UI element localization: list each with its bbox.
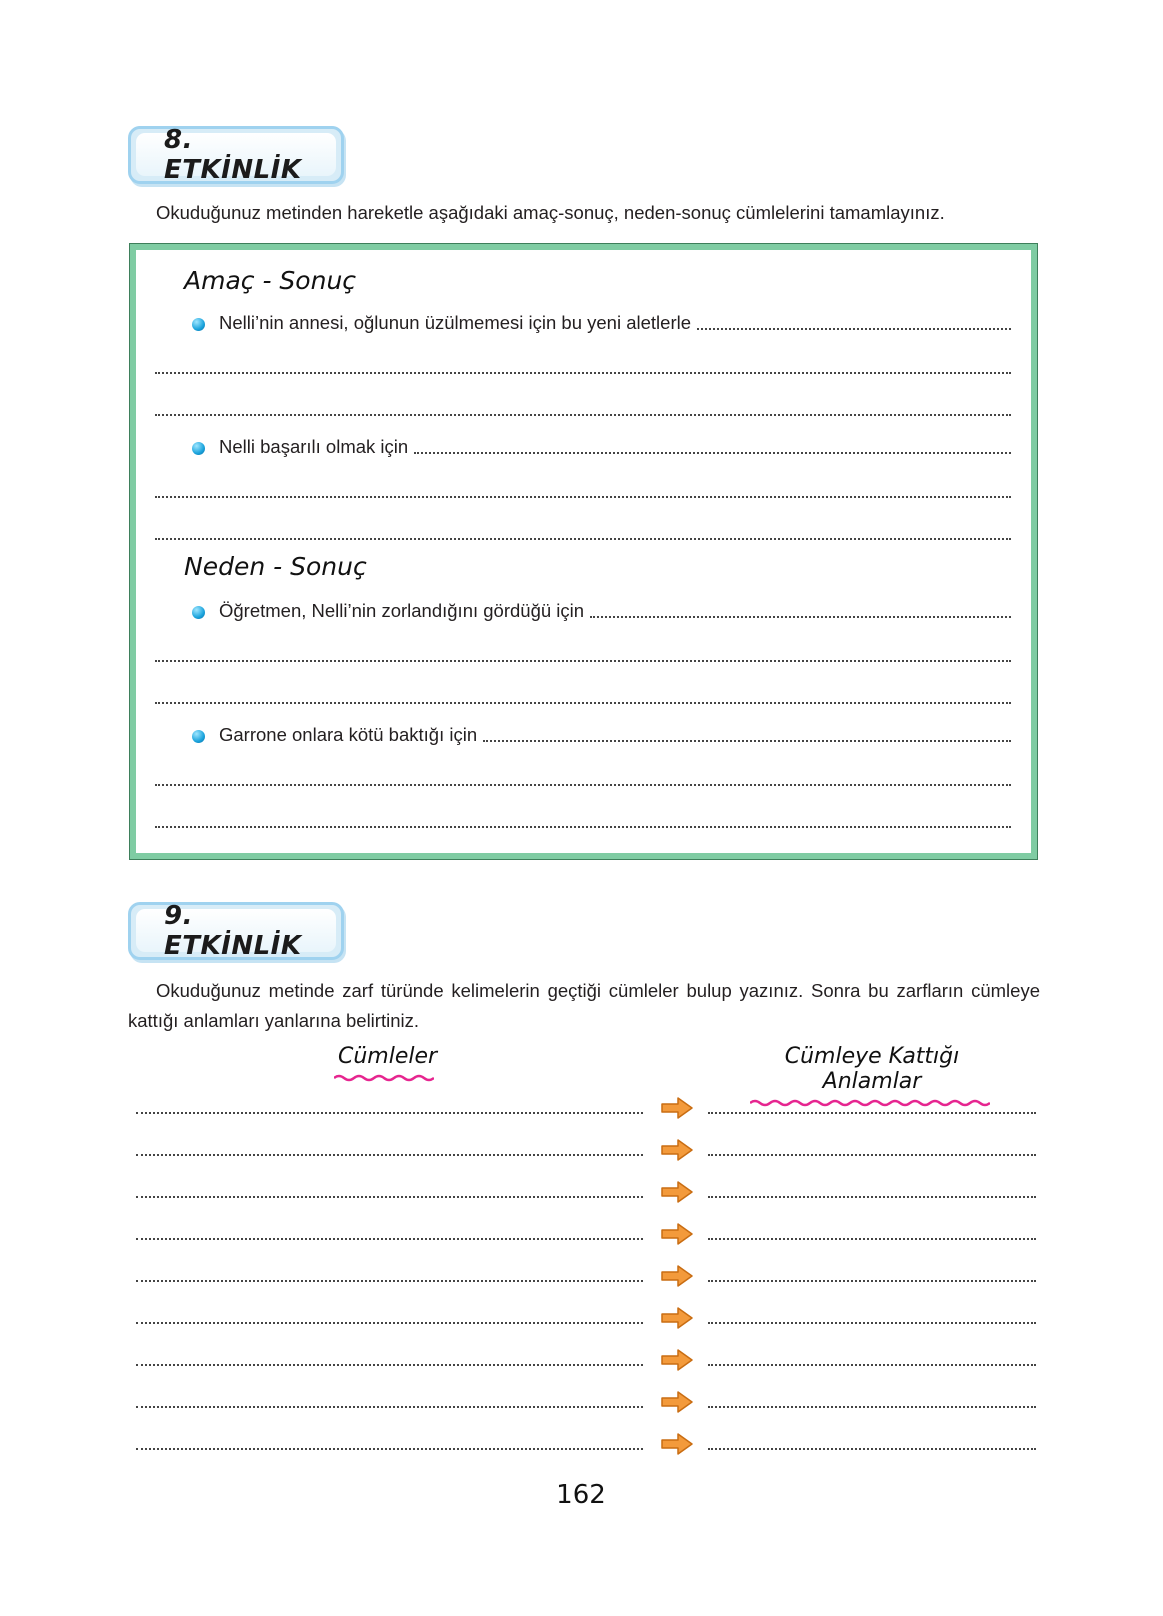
- sentence-answer-line[interactable]: [136, 1112, 643, 1114]
- wavy-underline-icon: [334, 1073, 434, 1083]
- sentence-answer-line[interactable]: [136, 1280, 643, 1282]
- section-heading-amac-sonuc: Amaç - Sonuç: [184, 266, 357, 295]
- bullet-icon: [192, 606, 205, 619]
- column-title-meanings-label: Cümleye Kattığı Anlamlar: [784, 1044, 960, 1094]
- meaning-answer-line[interactable]: [708, 1196, 1036, 1198]
- answer-line[interactable]: [155, 660, 1011, 662]
- sentence-answer-line[interactable]: [136, 1406, 643, 1408]
- meaning-answer-line[interactable]: [708, 1280, 1036, 1282]
- answer-blank[interactable]: [697, 328, 1011, 330]
- answer-blank[interactable]: [414, 452, 1011, 454]
- meaning-answer-line[interactable]: [708, 1448, 1036, 1450]
- sentence-answer-line[interactable]: [136, 1154, 643, 1156]
- bullet-icon: [192, 442, 205, 455]
- sentence-answer-line[interactable]: [136, 1448, 643, 1450]
- column-title-meanings: [754, 1044, 990, 1094]
- arrow-right-icon: [661, 1181, 693, 1203]
- sentence-prompt-text: Garrone onlara kötü baktığı için: [219, 724, 478, 745]
- arrow-right-icon: [661, 1265, 693, 1287]
- answer-line[interactable]: [155, 414, 1011, 416]
- page-number: 162: [556, 1480, 606, 1510]
- answer-line[interactable]: [155, 538, 1011, 540]
- activity-8-frame: [130, 244, 1037, 859]
- sentence-prompt-text: Nelli başarılı olmak için: [219, 436, 409, 457]
- sentence-prompt: [192, 724, 1011, 746]
- answer-line[interactable]: [155, 826, 1011, 828]
- meaning-answer-line[interactable]: [708, 1364, 1036, 1366]
- activity-8-instruction: Okuduğunuz metinden hareketle aşağıdaki amaç-sonuç, neden-sonuç cümlelerini tamamlayınız.: [156, 202, 945, 223]
- arrow-right-icon: [661, 1139, 693, 1161]
- section-heading-neden-sonuc: Neden - Sonuç: [184, 552, 367, 581]
- arrow-right-icon: [661, 1223, 693, 1245]
- sentence-prompt: [192, 312, 1011, 334]
- answer-line[interactable]: [155, 784, 1011, 786]
- arrow-right-icon: [661, 1433, 693, 1455]
- sentence-answer-line[interactable]: [136, 1322, 643, 1324]
- activity-8-badge: [128, 126, 344, 184]
- answer-blank[interactable]: [483, 740, 1011, 742]
- sentence-prompt-text: Nelli’nin annesi, oğlunun üzülmemesi için bu yeni aletlerle: [219, 312, 692, 333]
- sentence-answer-line[interactable]: [136, 1238, 643, 1240]
- activity-9-badge: [128, 902, 344, 960]
- answer-line[interactable]: [155, 372, 1011, 374]
- wavy-underline-icon: [750, 1098, 990, 1108]
- answer-line[interactable]: [155, 702, 1011, 704]
- bullet-icon: [192, 318, 205, 331]
- meaning-answer-line[interactable]: [708, 1112, 1036, 1114]
- sentence-prompt: [192, 600, 1011, 622]
- column-title-sentences: [338, 1044, 436, 1069]
- arrow-right-icon: [661, 1391, 693, 1413]
- sentence-prompt: [192, 436, 1011, 458]
- activity-8-badge-label: 8. ETKİNLİK: [136, 133, 336, 176]
- arrow-right-icon: [661, 1349, 693, 1371]
- meaning-answer-line[interactable]: [708, 1406, 1036, 1408]
- arrow-right-icon: [661, 1307, 693, 1329]
- activity-9-badge-label: 9. ETKİNLİK: [136, 909, 336, 952]
- bullet-icon: [192, 730, 205, 743]
- meaning-answer-line[interactable]: [708, 1322, 1036, 1324]
- column-title-sentences-label: Cümleler: [338, 1044, 438, 1069]
- sentence-answer-line[interactable]: [136, 1364, 643, 1366]
- meaning-answer-line[interactable]: [708, 1238, 1036, 1240]
- meaning-answer-line[interactable]: [708, 1154, 1036, 1156]
- activity-9-instruction: Okuduğunuz metinde zarf türünde kelimelerin geçtiği cümleler bulup yazınız. Sonra bu zarfların cümleye kattığı anlamları yanlarına belirtiniz.: [128, 980, 1040, 1031]
- answer-line[interactable]: [155, 496, 1011, 498]
- sentence-answer-line[interactable]: [136, 1196, 643, 1198]
- answer-blank[interactable]: [590, 616, 1011, 618]
- arrow-right-icon: [661, 1097, 693, 1119]
- sentence-prompt-text: Öğretmen, Nelli’nin zorlandığını gördüğü için: [219, 600, 585, 621]
